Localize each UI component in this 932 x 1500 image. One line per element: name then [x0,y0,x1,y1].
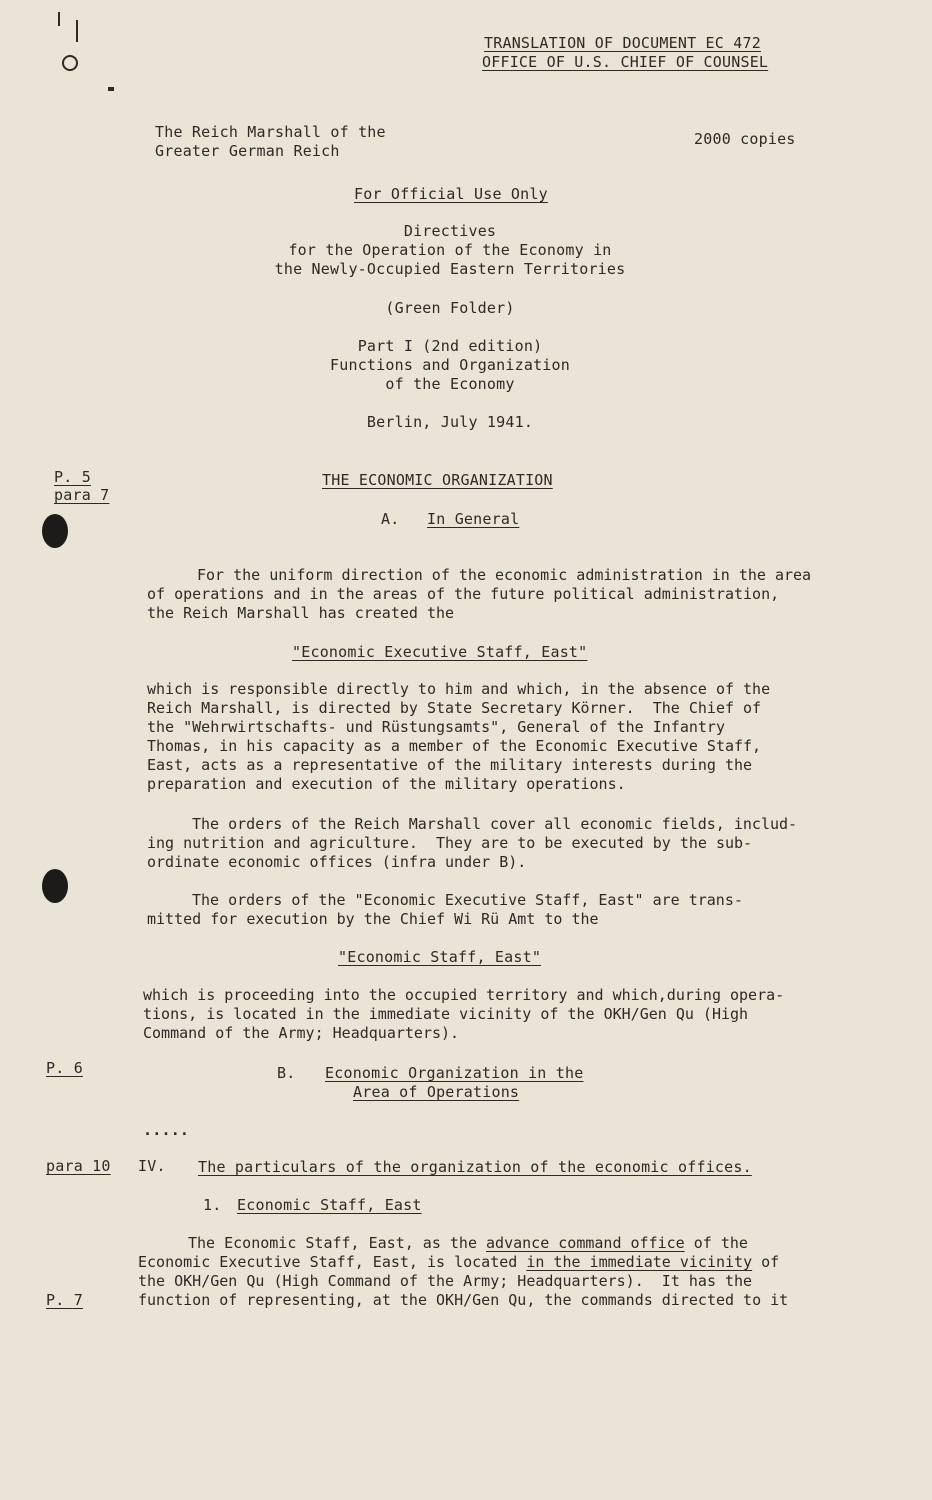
section-b-title-1: Economic Organization in the [325,1064,584,1082]
section-heading: THE ECONOMIC ORGANIZATION [322,471,553,489]
pencil-mark [62,55,78,71]
pencil-mark [76,20,78,42]
margin-note-para-7: para 7 [54,486,110,504]
copies-count: 2000 copies [694,130,796,148]
text-line: For the uniform direction of the economic administration in the area [197,566,812,584]
quote-economic-executive-staff: "Economic Executive Staff, East" [292,643,588,661]
text-line: preparation and execution of the military operations. [147,775,626,793]
section-a-title: In General [427,510,520,528]
ellipsis: ..... [143,1121,190,1139]
text-line: tions, is located in the immediate vicinity of the OKH/Gen Qu (High [143,1005,749,1023]
place-date: Berlin, July 1941. [366,413,534,431]
section-iv-title: The particulars of the organization of the economic offices. [198,1158,752,1176]
issuer-line-1: The Reich Marshall of the [155,123,386,141]
text-run: of [752,1253,780,1271]
text-line: Reich Marshall, is directed by State Secretary Körner. The Chief of [147,699,762,717]
section-a-letter: A. [381,510,400,528]
text-line: mitted for execution by the Chief Wi Rü Amt to the [147,910,599,928]
header-line-1: TRANSLATION OF DOCUMENT EC 472 [484,34,761,52]
margin-note-page-6: P. 6 [46,1059,83,1077]
section-b-title-2: Area of Operations [353,1083,520,1101]
subsection-1-number: 1. [203,1196,222,1214]
subsection-1-title: Economic Staff, East [237,1196,422,1214]
text-line: The orders of the "Economic Executive Staff, East" are trans- [192,891,743,909]
part-line-1: Part I (2nd edition) [357,337,543,355]
header-line-2: OFFICE OF U.S. CHIEF OF COUNSEL [482,53,769,71]
text-line: which is proceeding into the occupied territory and which,during opera- [143,986,785,1004]
text-line: Command of the Army; Headquarters). [143,1024,460,1042]
margin-note-para-10: para 10 [46,1157,111,1175]
title-line-2: for the Operation of the Economy in [288,241,612,259]
paragraph-2 [147,680,770,794]
title-line-1: Directives [403,222,497,240]
paragraph-1 [147,566,811,623]
classification: For Official Use Only [354,185,548,203]
text-line: the Reich Marshall has created the [147,604,455,622]
margin-note-page-5: P. 5 [54,468,91,486]
text-line: function of representing, at the OKH/Gen Qu, the commands directed to it [138,1291,789,1309]
paragraph-4 [147,891,743,929]
section-b-letter: B. [277,1064,296,1082]
folder-label: (Green Folder) [385,299,515,317]
text-line: the OKH/Gen Qu (High Command of the Army; Headquarters). It has the [138,1272,753,1290]
advance-command-office: advance command office [486,1234,685,1252]
text-line: The orders of the Reich Marshall cover all economic fields, includ- [192,815,798,833]
text-line: which is responsible directly to him and which, in the absence of the [147,680,771,698]
paragraph-6 [138,1234,788,1310]
paragraph-5 [143,986,784,1043]
text-line: Thomas, in his capacity as a member of the Economic Executive Staff, [147,737,762,755]
paragraph-3 [147,815,797,872]
hole-punch [42,514,68,548]
text-line: ordinate economic offices (infra under B). [147,853,527,871]
text-line: of operations and in the areas of the future political administration, [147,585,780,603]
margin-note-page-7: P. 7 [46,1291,83,1309]
text-line [138,1234,788,1253]
part-line-3: of the Economy [385,375,515,393]
text-line: East, acts as a representative of the military interests during the [147,756,753,774]
hole-punch [42,869,68,903]
part-line-2: Functions and Organization [330,356,570,374]
text-run: Economic Executive Staff, East, is located [138,1253,527,1271]
text-line: ing nutrition and agriculture. They are to be executed by the sub- [147,834,753,852]
pencil-mark [58,12,60,26]
text-run: of the [684,1234,748,1252]
pencil-mark [108,87,114,91]
text-line [138,1253,788,1272]
quote-economic-staff: "Economic Staff, East" [338,948,542,966]
issuer-line-2: Greater German Reich [155,142,340,160]
immediate-vicinity: in the immediate vicinity [526,1253,753,1271]
text-run: The Economic Staff, East, as the [188,1234,487,1252]
title-line-3: the Newly-Occupied Eastern Territories [274,260,626,278]
section-iv-numeral: IV. [138,1157,166,1175]
text-line: the "Wehrwirtschafts- und Rüstungsamts", General of the Infantry [147,718,725,736]
